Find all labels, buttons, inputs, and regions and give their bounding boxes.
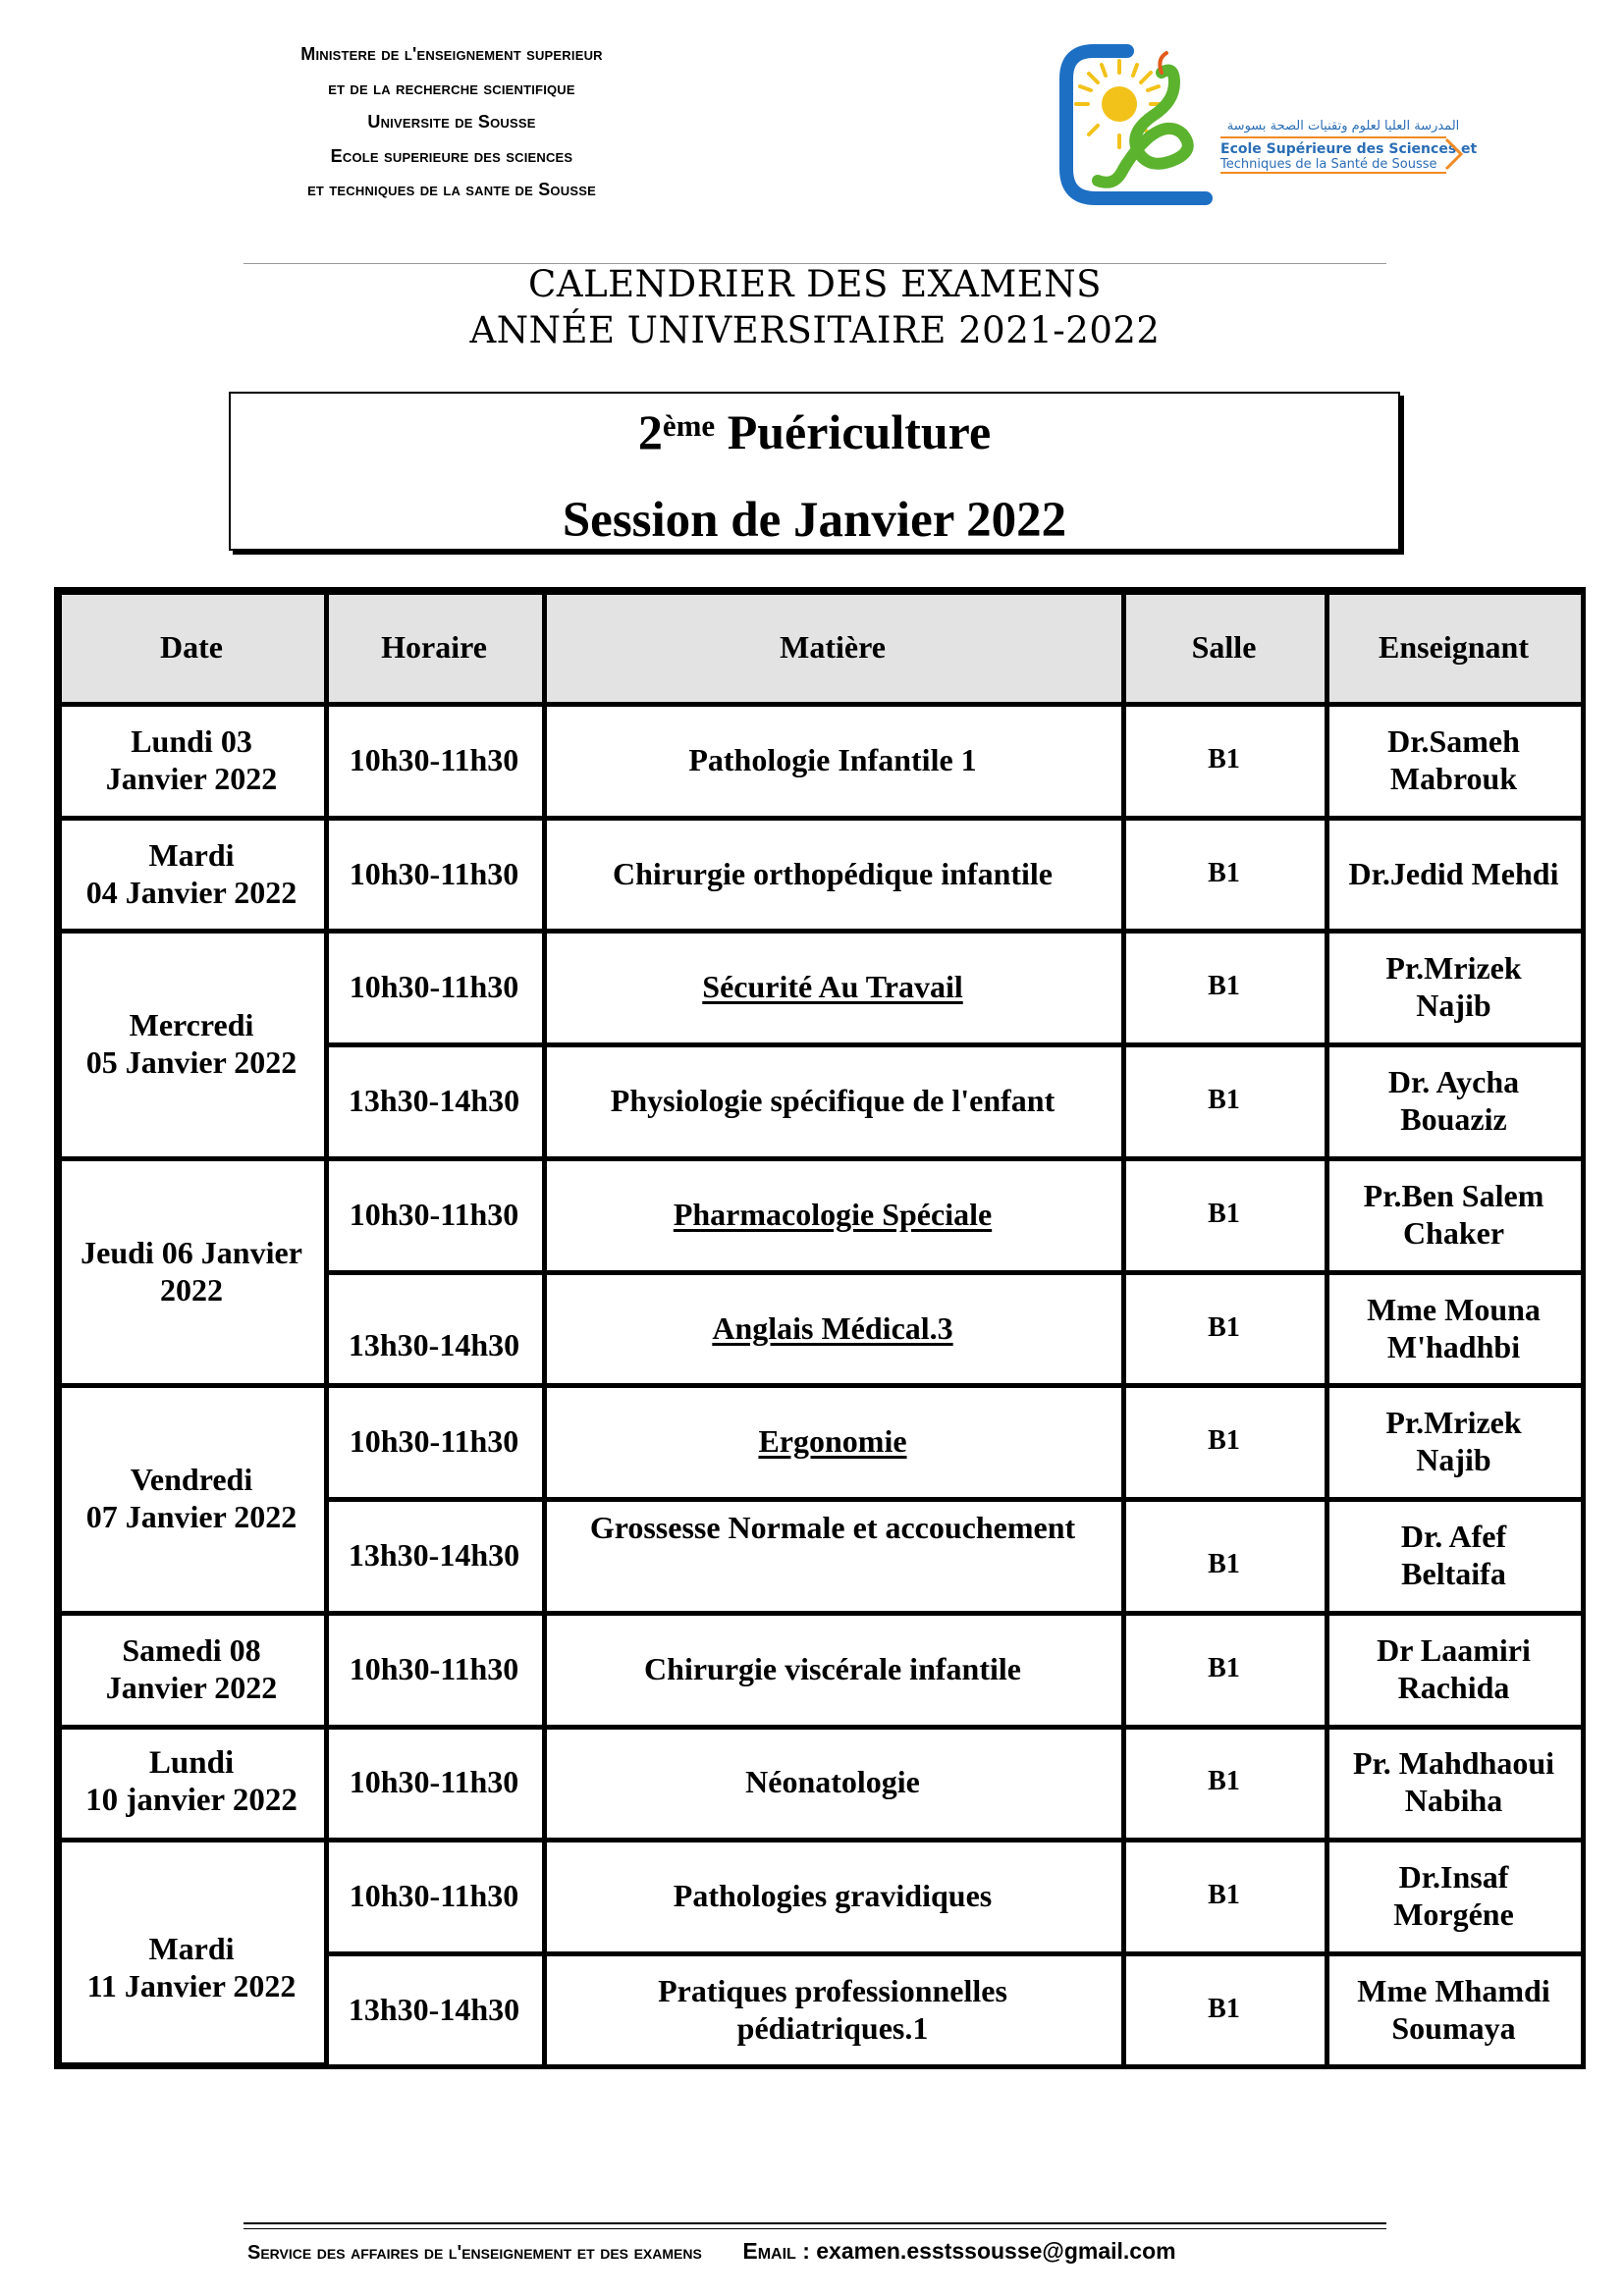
institution-line: et techniques de la sante de Sousse [307, 180, 596, 199]
table-row [59, 704, 1581, 818]
enseignant-cell: Mme Mouna M'hadhbi [1326, 1272, 1581, 1386]
matiere-cell: Chirurgie orthopédique infantile [544, 818, 1123, 932]
program-title [231, 404, 1398, 459]
enseignant-cell: Pr.Mrizek Najib [1326, 931, 1581, 1044]
program-name: Puériculture [715, 404, 992, 459]
horaire-cell: 10h30-11h30 [326, 1727, 544, 1841]
matiere-text: Pharmacologie Spéciale [673, 1196, 993, 1232]
horaire-cell: 10h30-11h30 [326, 704, 544, 818]
date-cell: Mardi 04 Janvier 2022 [59, 818, 326, 932]
horaire-cell: 13h30-14h30 [326, 1044, 544, 1158]
date-cell: Mercredi 05 Janvier 2022 [59, 931, 326, 1157]
date-cell: Samedi 08 Janvier 2022 [59, 1613, 326, 1727]
matiere-cell [544, 1158, 1123, 1272]
level-suffix: ème [662, 408, 716, 443]
horaire-cell: 13h30-14h30 [326, 1953, 544, 2064]
enseignant-cell: Dr.Insaf Morgéne [1326, 1840, 1581, 1953]
salle-cell: B1 [1123, 1158, 1326, 1272]
date-cell: Vendredi 07 Janvier 2022 [59, 1385, 326, 1612]
salle-cell: B1 [1123, 931, 1326, 1044]
enseignant-cell: Dr.Sameh Mabrouk [1326, 704, 1581, 818]
horaire-cell: 10h30-11h30 [326, 931, 544, 1044]
table-row [59, 1727, 1581, 1841]
horaire-cell: 10h30-11h30 [326, 1613, 544, 1727]
logo-french-line1: Ecole Supérieure des Sciences et [1220, 141, 1478, 157]
matiere-text: Sécurité Au Travail [702, 969, 963, 1005]
date-cell: Mardi 11 Janvier 2022 [59, 1840, 326, 2064]
header-matiere: Matière [544, 592, 1123, 704]
matiere-cell [544, 931, 1123, 1044]
horaire-cell: 10h30-11h30 [326, 1840, 544, 1953]
matiere-text: Ergonomie [758, 1423, 907, 1460]
matiere-cell: Pathologie Infantile 1 [544, 704, 1123, 818]
matiere-cell [544, 1385, 1123, 1499]
salle-cell: B1 [1123, 1499, 1326, 1613]
salle-cell: B1 [1123, 1840, 1326, 1953]
institution-line: et de la recherche scientifique [328, 78, 575, 98]
matiere-cell: Grossesse Normale et accouchement [544, 1499, 1123, 1613]
table-row [59, 931, 1581, 1044]
matiere-cell: Physiologie spécifique de l'enfant [544, 1044, 1123, 1158]
institution-line: Ecole superieure des sciences [330, 145, 573, 166]
salle-cell: B1 [1123, 1272, 1326, 1386]
calendar-title [324, 261, 1306, 353]
table-row [59, 818, 1581, 932]
enseignant-cell: Pr. Mahdhaoui Nabiha [1326, 1727, 1581, 1841]
header-enseignant: Enseignant [1326, 592, 1581, 704]
horaire-cell: 10h30-11h30 [326, 818, 544, 932]
institution-line: Ministere de l'enseignement superieur [300, 44, 603, 64]
salle-cell: B1 [1123, 704, 1326, 818]
matiere-cell: Chirurgie viscérale infantile [544, 1613, 1123, 1727]
page-footer [247, 2238, 1386, 2265]
footer-email: Email : examen.esstssousse@gmail.com [742, 2238, 1176, 2264]
enseignant-cell: Dr. Afef Beltaifa [1326, 1499, 1581, 1613]
horaire-cell: 13h30-14h30 [326, 1499, 544, 1613]
table-row [59, 1158, 1581, 1272]
header-horaire: Horaire [326, 592, 544, 704]
footer-service: Service des affaires de l'enseignement et des examens [247, 2242, 702, 2264]
salle-cell: B1 [1123, 1953, 1326, 2064]
program-title-box [229, 392, 1400, 551]
horaire-cell: 13h30-14h30 [326, 1272, 544, 1386]
enseignant-cell: Mme Mhamdi Soumaya [1326, 1953, 1581, 2064]
header-date: Date [59, 592, 326, 704]
institution-header [236, 37, 668, 207]
logo-french-line2: Techniques de la Santé de Sousse [1220, 157, 1437, 172]
enseignant-cell: Dr.Jedid Mehdi [1326, 818, 1581, 932]
matiere-cell [544, 1272, 1123, 1386]
header-salle: Salle [1123, 592, 1326, 704]
salle-cell: B1 [1123, 1044, 1326, 1158]
logo-arabic-text: المدرسة العليا لعلوم وتقنيات الصحة بسوسة [1226, 119, 1460, 133]
session-title: Session de Janvier 2022 [562, 493, 1067, 548]
institution-line: Universite de Sousse [367, 112, 536, 132]
date-cell: Lundi 03 Janvier 2022 [59, 704, 326, 818]
calendar-title-line1: CALENDRIER DES EXAMENS [528, 263, 1102, 305]
horaire-cell: 10h30-11h30 [326, 1158, 544, 1272]
enseignant-cell: Dr. Aycha Bouaziz [1326, 1044, 1581, 1158]
horaire-cell: 10h30-11h30 [326, 1385, 544, 1499]
salle-cell: B1 [1123, 1727, 1326, 1841]
date-cell: Lundi 10 janvier 2022 [59, 1727, 326, 1841]
matiere-cell: Pathologies gravidiques [544, 1840, 1123, 1953]
enseignant-cell: Pr.Ben Salem Chaker [1326, 1158, 1581, 1272]
table-row [59, 1385, 1581, 1499]
salle-cell: B1 [1123, 1613, 1326, 1727]
date-cell: Jeudi 06 Janvier 2022 [59, 1158, 326, 1385]
table-row [59, 1613, 1581, 1727]
calendar-title-line2: ANNÉE UNIVERSITAIRE 2021-2022 [469, 309, 1161, 351]
salle-cell: B1 [1123, 818, 1326, 932]
matiere-text: Anglais Médical.3 [712, 1309, 953, 1346]
table-row [59, 1840, 1581, 1953]
enseignant-cell: Pr.Mrizek Najib [1326, 1385, 1581, 1499]
salle-cell: B1 [1123, 1385, 1326, 1499]
school-logo [1058, 43, 1481, 206]
matiere-cell: Pratiques professionnelles pédiatriques.1 [544, 1953, 1123, 2064]
footer-divider-thin [244, 2228, 1386, 2229]
level-number: 2 [637, 404, 663, 459]
exam-schedule-table [54, 587, 1586, 2069]
enseignant-cell: Dr Laamiri Rachida [1326, 1613, 1581, 1727]
matiere-cell: Néonatologie [544, 1727, 1123, 1841]
table-header-row [59, 592, 1581, 704]
footer-divider [244, 2222, 1386, 2224]
